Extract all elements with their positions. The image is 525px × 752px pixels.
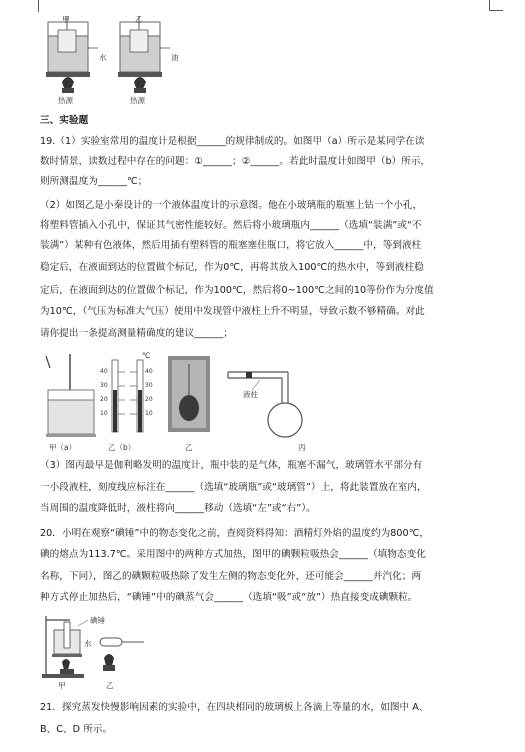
tick-right-1: 30	[145, 382, 153, 389]
q19-line-13: 当周围的温度降低时，液柱将向______移动（选填“左”或“右”）。	[40, 503, 316, 514]
crop-mark-left	[38, 0, 39, 12]
q19-line-11: （3）图丙最早是伽利略发明的温度计，瓶中装的是气体，瓶塞不漏气，玻璃管水平部分有	[40, 460, 423, 471]
tick-right-2: 20	[145, 396, 153, 403]
fig-label-a: 甲（a）	[49, 443, 77, 452]
beaker-left-label: 甲	[62, 15, 70, 24]
q20-fig-b-label: 乙	[106, 681, 114, 690]
water-label: 水	[84, 639, 92, 648]
tick-right-0: 40	[145, 368, 153, 375]
q19-line-5: 将塑料管插入小孔中，保证其气密性能较好。然后将小玻璃瓶内______（选填“装满”或“不	[40, 220, 422, 231]
q19-line-6: 装满”）某种有色液体，然后用插有塑料管的瓶塞塞住瓶口，将它放入______中，等到液柱	[40, 240, 422, 251]
q21-line-2: B、C、D 所示。	[40, 724, 113, 735]
q19-line-10: 请你提出一条提高测量精确度的建议______；	[40, 328, 234, 339]
q20-line-1: 20．小明在观察“碘锤”中的物态变化之前，查阅资料得知：酒精灯外焰的温度约为800℃，	[40, 528, 430, 539]
beaker-right-label: 乙	[135, 15, 143, 24]
crop-mark-right	[489, 0, 490, 10]
beaker-figure	[40, 8, 200, 108]
tick-right-3: 10	[145, 410, 153, 417]
heat-left-label: 热源	[58, 96, 73, 105]
section-heading: 三、实验题	[40, 115, 89, 126]
q19-line-3: 则所测温度为______℃；	[40, 176, 148, 187]
q21-line-1: 21．探究蒸发快慢影响因素的实验中，在四块相同的玻璃板上各滴上等量的水，如图中 A、	[40, 702, 429, 713]
q20-fig-a-label: 甲	[58, 681, 66, 690]
fig-label-c: 乙	[185, 443, 193, 452]
liquid-right-label: 油	[171, 53, 179, 62]
q19-line-12: 一小段液柱，刻度线应标注在______（选填“玻璃瓶”或“玻璃管”）上，将此装置放在室内，	[40, 482, 427, 493]
iodine-label: 碘锤	[90, 616, 105, 625]
liquid-column-label: 液柱	[243, 390, 258, 399]
tick-left-3: 10	[100, 410, 108, 417]
tick-left-0: 40	[100, 368, 108, 375]
q19-figure	[40, 350, 340, 455]
q19-line-7: 稳定后，在液面到达的位置做个标记，作为0℃，再将其放入100℃的热水中，等到液柱稳	[40, 262, 424, 273]
q20-line-4: 种方式停止加热后，“碘锤”中的碘蒸气会______（选填“吸”或“放”）热直接变成碘颗粒。	[40, 592, 418, 603]
q20-line-2: 碘的熔点为113.7℃。采用图中的两种方式加热，图甲的碘颗粒吸热会______（填物态变化	[40, 549, 426, 560]
fig-label-d: 丙	[298, 443, 306, 452]
unit-label: ℃	[142, 351, 151, 360]
q19-line-8: 定后，在液面到达的位置做个标记，作为100℃，然后将0~100℃之间的10等份作为分度值	[40, 285, 434, 296]
fig-label-b: 乙（b）	[108, 443, 136, 452]
q19-line-9: 为10℃，（气压为标准大气压）使用中发现管中液柱上升不明显，导致示数不够精确。对此	[40, 306, 425, 317]
tick-left-2: 20	[100, 396, 108, 403]
thermometer-diagram	[40, 350, 340, 455]
q19-line-1: 19.（1）实验室常用的温度计是根据______的规律制成的。如图甲（a）所示是某同学在读	[40, 136, 425, 147]
q19-line-4: （2）如图乙是小秦设计的一个液体温度计的示意图。他在小玻璃瓶的瓶塞上钻一个小孔，	[40, 200, 423, 211]
q20-figure	[40, 612, 160, 690]
tick-left-1: 30	[100, 382, 108, 389]
q19-line-2: 数时情景，读数过程中存在的问题：①______；②______。若此时温度计如图甲（b）所示，	[40, 156, 431, 167]
liquid-left-label: 水	[99, 53, 107, 62]
crop-mark-right-h	[489, 10, 503, 11]
heat-right-label: 热源	[130, 96, 145, 105]
q20-line-3: 名称，下同），图乙的碘颗粒吸热除了发生左侧的物态变化外，还可能会______并汽化；两	[40, 571, 422, 582]
